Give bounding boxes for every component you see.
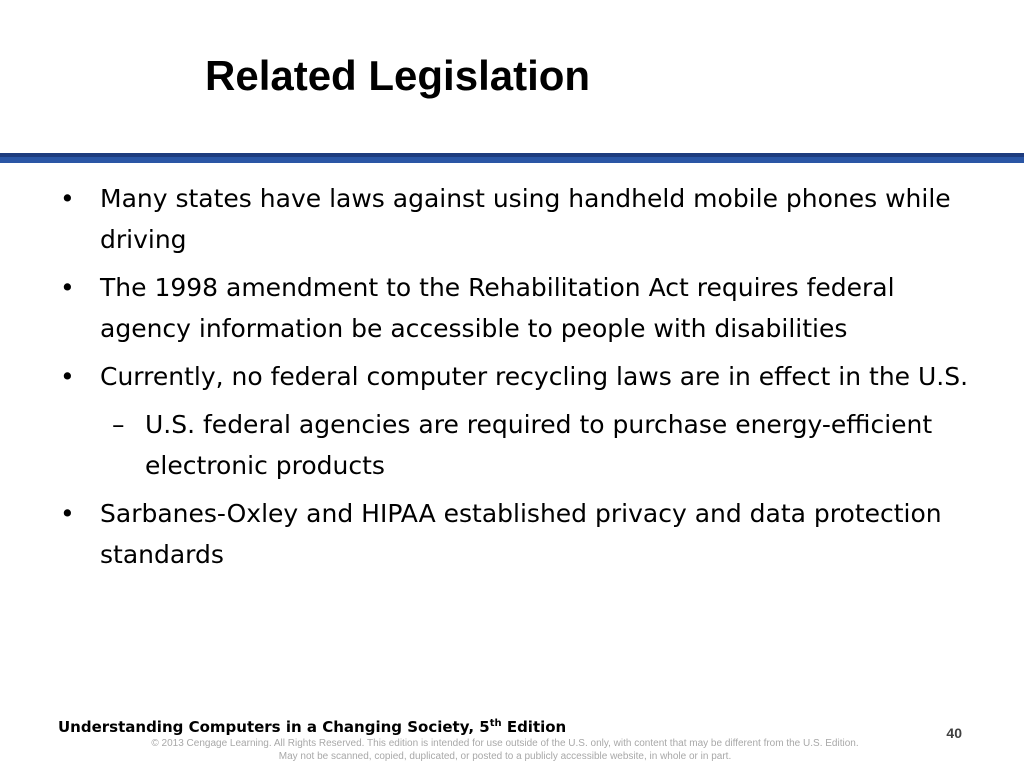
bullet-item xyxy=(50,267,970,349)
sub-bullet-marker: – xyxy=(112,410,125,439)
book-title-edition: Edition xyxy=(501,718,567,736)
bullet-text: The 1998 amendment to the Rehabilitation Act requires federal agency information be accessible to people with disabilities xyxy=(100,273,895,343)
copyright-line-1: © 2013 Cengage Learning. All Rights Reserved. This edition is intended for use outside of the U.S. only, with content that may be different from the U.S. Edition. xyxy=(151,738,859,749)
book-title-superscript: th xyxy=(489,718,502,729)
slide-title: Related Legislation xyxy=(205,52,591,99)
copyright-notice xyxy=(0,737,1010,763)
bullet-marker: • xyxy=(60,273,75,302)
bullet-marker: • xyxy=(60,362,75,391)
bullet-marker: • xyxy=(60,499,75,528)
bullet-item xyxy=(50,493,970,575)
sub-bullet-text: U.S. federal agencies are required to purchase energy-efficient electronic products xyxy=(145,410,933,480)
copyright-line-2: May not be scanned, copied, duplicated, or posted to a publicly accessible website, in whole or in part. xyxy=(278,751,732,762)
bullet-text: Many states have laws against using handheld mobile phones while driving xyxy=(100,184,951,254)
sub-bullet-item xyxy=(50,404,970,486)
bullet-list xyxy=(50,178,970,582)
bullet-text: Currently, no federal computer recycling laws are in effect in the U.S. xyxy=(100,362,969,391)
book-title-text: Understanding Computers in a Changing Society, 5 xyxy=(58,718,490,736)
footer-book-title xyxy=(58,717,566,737)
title-divider xyxy=(0,157,1024,163)
bullet-marker: • xyxy=(60,184,75,213)
page-number: 40 xyxy=(946,725,962,741)
bullet-item xyxy=(50,356,970,397)
bullet-item xyxy=(50,178,970,260)
bullet-text: Sarbanes-Oxley and HIPAA established privacy and data protection standards xyxy=(100,499,942,569)
